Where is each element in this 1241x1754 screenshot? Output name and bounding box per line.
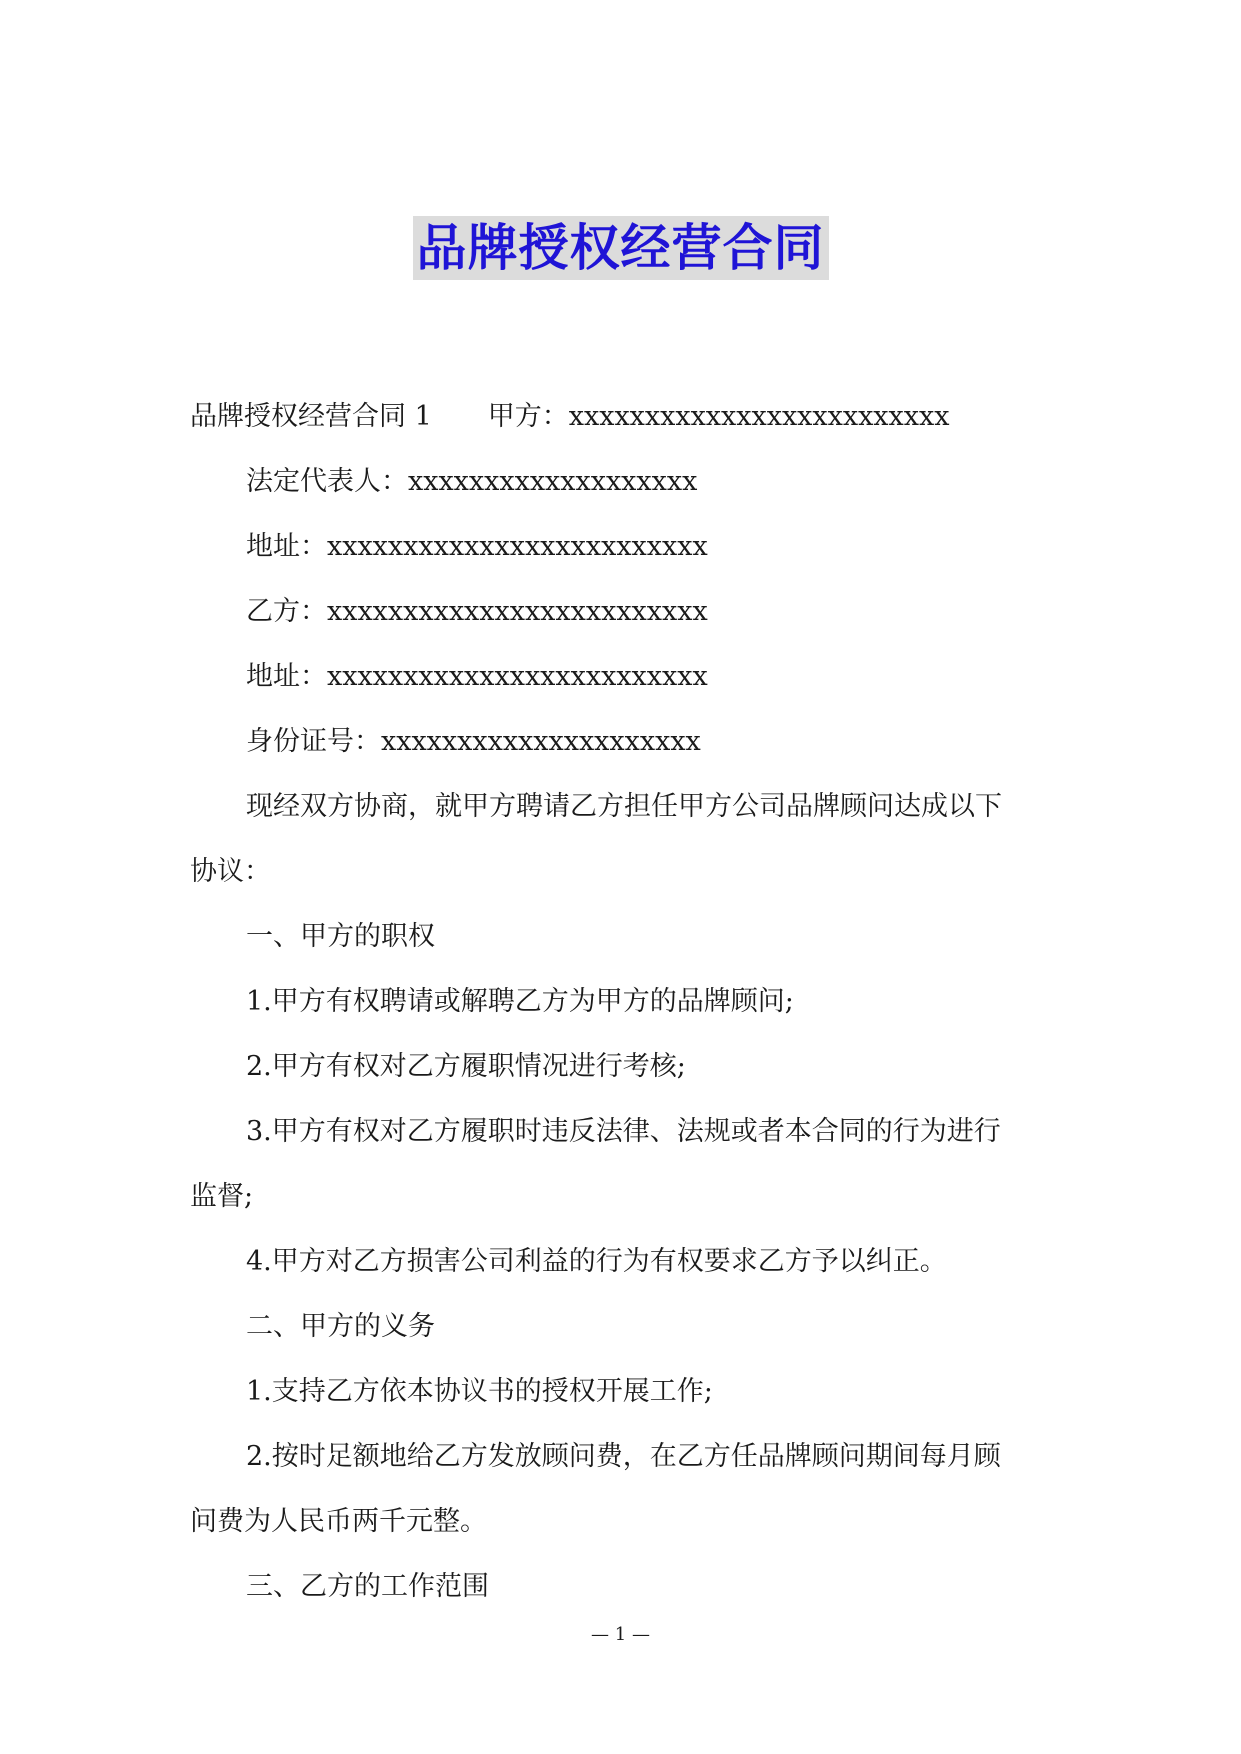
section-heading: 一、甲方的职权 <box>246 921 435 952</box>
paragraph-line: 监督; <box>190 1181 254 1212</box>
paragraph-line: 现经双方协商，就甲方聘请乙方担任甲方公司品牌顾问达成以下 <box>246 791 1002 822</box>
paragraph-line: 2.甲方有权对乙方履职情况进行考核; <box>246 1051 686 1082</box>
paragraph-line: 协议： <box>190 856 271 887</box>
title-container <box>0 216 1241 280</box>
party-a-line: 甲方：xxxxxxxxxxxxxxxxxxxxxxxxx <box>487 401 950 432</box>
document-body <box>190 384 1052 1619</box>
paragraph-line: 1.甲方有权聘请或解聘乙方为甲方的品牌顾问; <box>246 986 794 1017</box>
paragraph-line <box>190 384 1052 449</box>
section-heading: 三、乙方的工作范围 <box>246 1571 489 1602</box>
section-heading: 二、甲方的义务 <box>246 1311 435 1342</box>
paragraph-line: 法定代表人：xxxxxxxxxxxxxxxxxxx <box>246 466 698 497</box>
document-title: 品牌授权经营合同 <box>413 216 829 280</box>
paragraph-line: 4.甲方对乙方损害公司利益的行为有权要求乙方予以纠正。 <box>246 1246 947 1277</box>
paragraph-line: 地址：xxxxxxxxxxxxxxxxxxxxxxxxx <box>246 531 708 562</box>
paragraph-line: 乙方：xxxxxxxxxxxxxxxxxxxxxxxxx <box>246 596 708 627</box>
paragraph-line: 2.按时足额地给乙方发放顾问费，在乙方任品牌顾问期间每月顾 <box>246 1441 1001 1472</box>
paragraph-line: 问费为人民币两千元整。 <box>190 1506 487 1537</box>
page-number: — 1 — <box>591 1624 650 1645</box>
paragraph-line: 身份证号：xxxxxxxxxxxxxxxxxxxxx <box>246 726 701 757</box>
paragraph-line: 地址：xxxxxxxxxxxxxxxxxxxxxxxxx <box>246 661 708 692</box>
contract-heading: 品牌授权经营合同 1 <box>190 401 432 432</box>
paragraph-line: 3.甲方有权对乙方履职时违反法律、法规或者本合同的行为进行 <box>246 1116 1001 1147</box>
paragraph-line: 1.支持乙方依本协议书的授权开展工作; <box>246 1376 713 1407</box>
